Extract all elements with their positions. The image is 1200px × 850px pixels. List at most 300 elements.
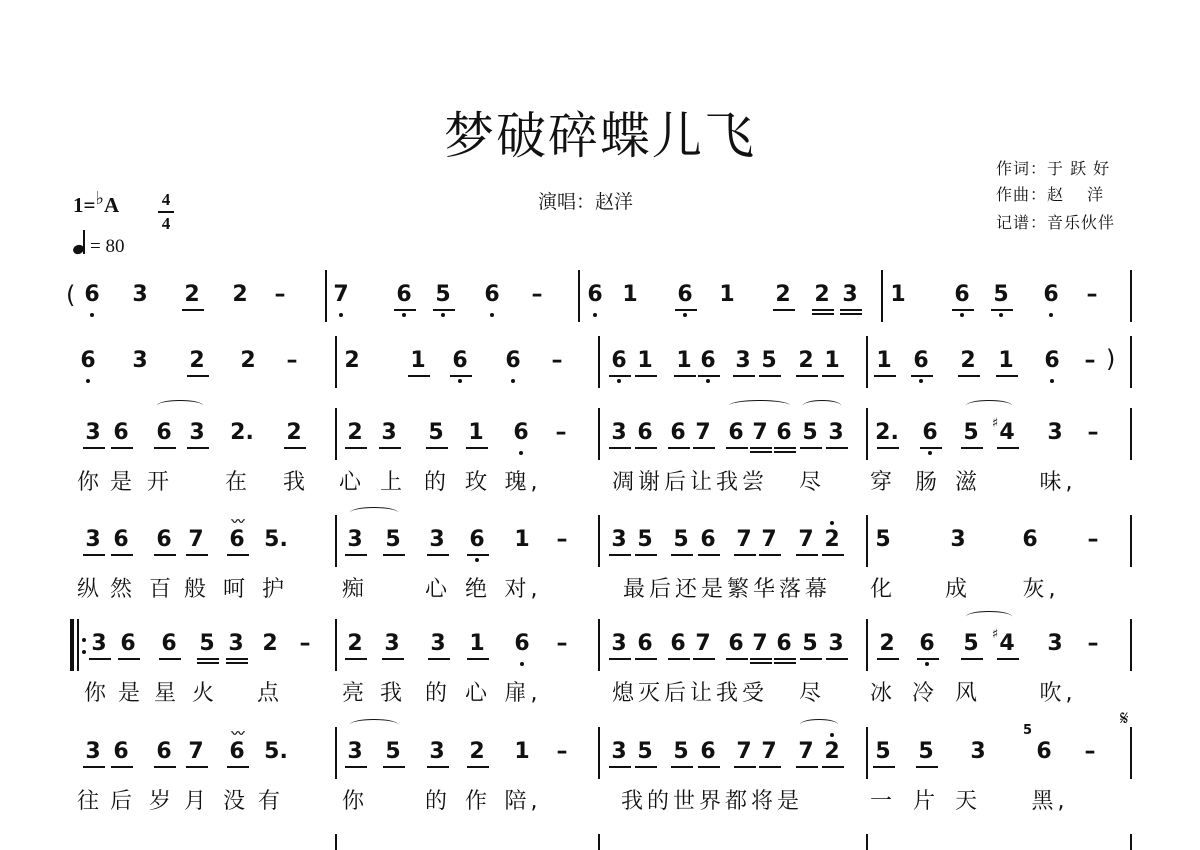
note: 3 [85,527,101,552]
underline-beam [89,658,111,660]
note: 1 [890,282,906,307]
lyric-text: 痴 [341,577,369,602]
lyric-text: 般 [183,577,211,602]
note: 7 [752,420,768,445]
underline-beam [450,375,472,377]
barline [325,270,327,322]
lyric-text: 百 [148,577,176,602]
note: 6 [700,348,716,373]
underline-beam [345,554,367,556]
underline-beam [759,375,781,377]
note: 6 [80,348,96,373]
note: 3 [1047,420,1063,445]
note: 6 [700,739,716,764]
segno-icon: 𝄋 [1120,706,1129,730]
lyric-text: 对, [504,577,542,602]
barline [598,336,600,388]
lyric-text: 你 [83,681,111,706]
mordent-ornament: 〰 [231,515,243,530]
underline-beam [154,447,176,449]
underline-beam [197,658,219,660]
lyric-text: 玫 [464,470,492,495]
sharp-sign: ♯ [991,416,999,431]
lower-octave-dot [90,313,94,317]
lyric-text: 化 [869,577,897,602]
repeat-dot [82,650,86,654]
lower-octave-dot [339,313,343,317]
underline-beam [822,766,844,768]
lyric-text: 心 [424,577,452,602]
underline-beam-double [774,451,796,453]
lower-octave-dot [928,451,932,455]
lyric-text: 有 [257,789,285,814]
note: 7 [761,739,777,764]
note: 5 [435,282,451,307]
underline-beam [118,658,140,660]
note: 6 [229,527,245,552]
underline-beam [920,447,942,449]
underline-beam [154,554,176,556]
lyric-text: 吹, [1039,681,1077,706]
lower-octave-dot [86,379,90,383]
note: 3 [611,527,627,552]
note: 1 [876,348,892,373]
note: 5 [385,527,401,552]
underline-beam [83,554,105,556]
underline-beam [83,447,105,449]
note: 6 [728,420,744,445]
underline-beam [911,375,933,377]
underline-beam [609,658,631,660]
note: 5 [993,282,1009,307]
underline-beam [750,447,772,449]
lower-octave-dot [919,379,923,383]
underline-beam [796,554,818,556]
note: 6 [396,282,412,307]
note: 1 [676,348,692,373]
note: – [531,282,543,307]
note: 3 [611,739,627,764]
note: 2 [814,282,830,307]
underline-beam [961,447,983,449]
note: 5 [918,739,934,764]
note: – [556,527,568,552]
time-signature-top: 4 [161,190,171,209]
underline-beam [345,447,367,449]
lyric-text: 你 [341,789,369,814]
note: 6 [1043,282,1059,307]
note: 1 [637,348,653,373]
note: – [556,739,568,764]
note: 3 [735,348,751,373]
underline-beam [693,447,715,449]
lower-octave-dot [1049,313,1053,317]
barline [335,834,337,850]
lyric-text: 上 [379,470,407,495]
barline [335,408,337,460]
underline-beam [826,447,848,449]
note: 3 [347,739,363,764]
lower-octave-dot [520,662,524,666]
lyric-text: 护 [261,577,289,602]
lower-octave-dot [441,313,445,317]
underline-beam [759,766,781,768]
underline-beam [427,766,449,768]
tempo-marking [73,236,124,258]
note: 2 [960,348,976,373]
underline-beam-double [750,662,772,664]
underline-beam [428,658,450,660]
note: 6 [919,631,935,656]
key-note: A [103,193,120,217]
note: 5 [875,527,891,552]
note: 2 [240,348,256,373]
note: 5 [637,527,653,552]
underline-beam [433,309,455,311]
note: 2 [262,631,278,656]
barline [881,270,883,322]
underline-beam-double [840,313,862,315]
underline-beam [877,658,899,660]
underline-beam [840,309,862,311]
barline [598,834,600,850]
note: 6 [113,527,129,552]
note: 2. [230,420,254,445]
time-signature [158,190,174,234]
lyric-text: 冷 [911,681,939,706]
underline-beam [226,658,248,660]
lyric-text: 绝 [464,577,492,602]
underline-beam [674,375,696,377]
lyric-text: 熄灭后让我受 [611,681,769,706]
note: 3 [611,631,627,656]
note: 3 [189,420,205,445]
underline-beam [671,766,693,768]
note: 2. [875,420,899,445]
lower-octave-dot [593,313,597,317]
note: – [555,420,567,445]
underline-beam [759,554,781,556]
underline-beam [997,658,1019,660]
barline [598,515,600,567]
composer-credit: 作曲：赵 洋 [996,185,1105,204]
note: 5 [428,420,444,445]
note: 5 [673,527,689,552]
note: 3 [1047,631,1063,656]
lyric-text: 开 [146,470,174,495]
lyric-text: 心 [464,681,492,706]
underline-beam [750,658,772,660]
lyric-text: 是 [109,470,137,495]
underline-beam [997,447,1019,449]
note: – [286,348,298,373]
note: 3 [429,739,445,764]
grace-note: 5 [1023,723,1033,738]
underline-beam [408,375,430,377]
note: 6 [776,420,792,445]
note: 1 [824,348,840,373]
underline-beam [916,766,938,768]
note: 6 [700,527,716,552]
slur-arc [803,400,841,411]
note: 3 [132,348,148,373]
note: 2 [347,420,363,445]
note: 7 [761,527,777,552]
underline-beam [774,447,796,449]
note: 2 [469,739,485,764]
note: 2 [344,348,360,373]
underline-beam-double [774,662,796,664]
note: 6 [229,739,245,764]
lyric-text: 的 [424,681,452,706]
barline [866,834,868,850]
lyric-text: 在 [224,470,252,495]
barline [1130,515,1132,567]
note: 5 [802,631,818,656]
underline-beam [466,447,488,449]
lyric-text: 尽 [798,470,826,495]
underline-beam [467,658,489,660]
note: – [556,631,568,656]
note: – [551,348,563,373]
note: 3 [430,631,446,656]
note: 6 [637,631,653,656]
note: 3 [91,631,107,656]
underline-beam [733,375,755,377]
lyric-text: 你 [76,470,104,495]
note: 7 [736,527,752,552]
note: 6 [637,420,653,445]
underline-beam [991,309,1013,311]
lower-octave-dot [960,313,964,317]
barline [866,408,868,460]
repeat-dot [82,638,86,642]
underline-beam [345,658,367,660]
note: 6 [452,348,468,373]
note: 6 [1036,739,1052,764]
lyric-text: 心 [338,470,366,495]
underline-beam [873,766,895,768]
lyric-text: 瑰, [504,470,542,495]
underline-beam [609,447,631,449]
lyric-text: 往 [76,789,104,814]
note: – [274,282,286,307]
underline-beam [822,375,844,377]
underline-beam [635,766,657,768]
note: 6 [113,739,129,764]
note: 5 [637,739,653,764]
lower-octave-dot [402,313,406,317]
note: – [1084,348,1096,373]
lyric-text: 月 [183,789,211,814]
transcriber-credit: 记谱：音乐伙伴 [996,213,1116,232]
lyric-text: 陪, [504,789,542,814]
note: 3 [132,282,148,307]
note: 3 [828,420,844,445]
note: 5 [802,420,818,445]
note: 3 [85,420,101,445]
note: 3 [970,739,986,764]
note: 6 [728,631,744,656]
barline [335,619,337,671]
barline [1130,270,1132,322]
lyric-text: 我 [379,681,407,706]
time-signature-bottom: 4 [161,214,171,233]
underline-beam [726,447,748,449]
note: 6 [611,348,627,373]
underline-beam [609,375,631,377]
underline-beam [812,309,834,311]
open-parenthesis: ( [66,281,76,309]
note: 5 [385,739,401,764]
underline-beam [284,447,306,449]
note: 3 [228,631,244,656]
underline-beam [635,447,657,449]
lyric-text: 味, [1039,470,1077,495]
barline [578,270,580,322]
lower-octave-dot [925,662,929,666]
barline [335,515,337,567]
underline-beam [796,375,818,377]
underline-beam [111,766,133,768]
underline-beam [961,658,983,660]
lower-octave-dot [458,379,462,383]
note: – [1086,282,1098,307]
underline-beam [467,554,489,556]
note: 6 [156,420,172,445]
slur-arc [350,719,398,730]
note: 6 [1044,348,1060,373]
note: 6 [776,631,792,656]
underline-beam [877,447,899,449]
song-title: 梦破碎蝶儿飞 [444,107,756,165]
underline-beam [111,554,133,556]
quarter-note-stem [83,230,85,254]
lyric-text: 我 [282,470,310,495]
note: 5 [963,631,979,656]
lyric-text: 凋谢后让我尝 [611,470,769,495]
lyric-text: 成 [944,577,972,602]
note: 5 [875,739,891,764]
underline-beam [635,375,657,377]
note: 3 [429,527,445,552]
mordent-ornament: 〰 [231,727,243,742]
lyric-text: 没 [222,789,250,814]
underline-beam [874,375,896,377]
time-signature-line [158,211,174,213]
note: 7 [695,420,711,445]
underline-beam [227,766,249,768]
lyric-text: 最后还是繁华落幕 [622,577,832,602]
note: 2 [775,282,791,307]
barline [866,336,868,388]
lyric-text: 点 [256,681,284,706]
note: 7 [798,527,814,552]
note: 1 [622,282,638,307]
lyric-text: 肠 [914,470,942,495]
lower-octave-dot [683,313,687,317]
barline [1130,336,1132,388]
lyric-text: 火 [191,681,219,706]
note: 5 [673,739,689,764]
underline-beam [427,554,449,556]
note: 2 [824,527,840,552]
note: – [1087,631,1099,656]
note: 6 [1022,527,1038,552]
barline [598,619,600,671]
underline-beam [996,375,1018,377]
note: 7 [736,739,752,764]
note: 6 [156,739,172,764]
note: 1 [514,739,530,764]
underline-beam [917,658,939,660]
lower-octave-dot [999,313,1003,317]
underline-beam [635,554,657,556]
slur-arc [350,507,398,518]
underline-beam [734,554,756,556]
note: 7 [333,282,349,307]
note: 1 [468,420,484,445]
lyric-text: 天 [954,789,982,814]
key-prefix: 1= [73,193,96,217]
note: 5 [761,348,777,373]
lyric-text: 冰 [869,681,897,706]
barline [1130,727,1132,779]
underline-beam [382,658,404,660]
note: 6 [484,282,500,307]
underline-beam [609,554,631,556]
note: 2 [347,631,363,656]
underline-beam [826,658,848,660]
upper-octave-dot [830,733,834,737]
underline-beam [159,658,181,660]
underline-beam [379,447,401,449]
note: 2 [184,282,200,307]
note: 6 [513,420,529,445]
barline [1130,408,1132,460]
key-signature [73,188,120,218]
slur-arc [800,719,838,730]
underline-beam [635,658,657,660]
note: 6 [161,631,177,656]
underline-beam [182,309,204,311]
underline-beam [734,766,756,768]
note: 5 [963,420,979,445]
lyric-text: 穿 [869,470,897,495]
underline-beam [383,554,405,556]
barline [866,619,868,671]
lyric-text: 星 [153,681,181,706]
lyricist-credit: 作词：于 跃 好 [996,159,1111,178]
note: 3 [347,527,363,552]
note: 2 [232,282,248,307]
underline-beam [111,447,133,449]
note: 1 [514,527,530,552]
tempo-value: = 80 [90,236,125,257]
lower-octave-dot [519,451,523,455]
barline [866,727,868,779]
underline-beam [467,766,489,768]
barline [598,408,600,460]
underline-beam [671,554,693,556]
note: 6 [954,282,970,307]
note: 7 [695,631,711,656]
note: 6 [677,282,693,307]
slur-arc [157,400,203,411]
barline [1130,834,1132,850]
note: 2 [189,348,205,373]
lyric-text: 呵 [222,577,250,602]
